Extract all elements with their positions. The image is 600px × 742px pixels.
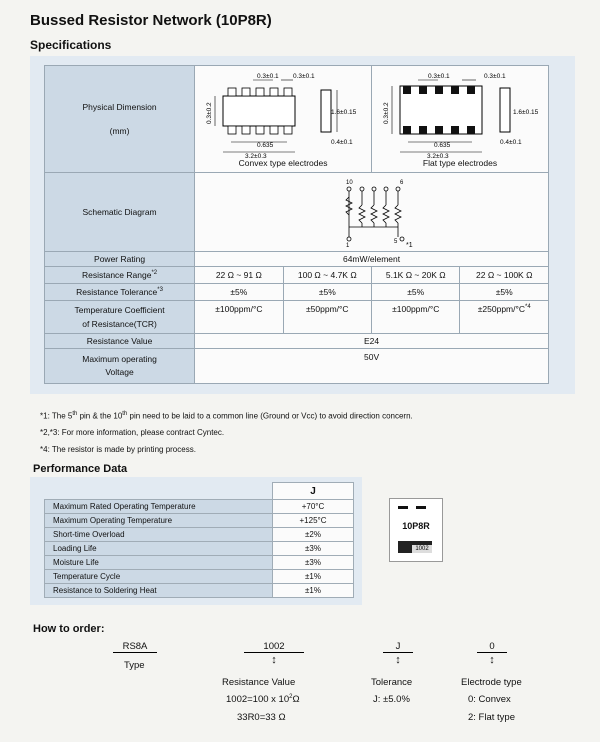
tcr-value-3: ±100ppm/°C xyxy=(372,301,460,334)
order-tolerance-code: J xyxy=(383,641,413,653)
convex-drawing-cell xyxy=(195,66,372,173)
schematic-diagram xyxy=(322,175,422,249)
footnotes xyxy=(40,406,413,458)
performance-row: Short-time Overload ±2% xyxy=(45,528,354,542)
order-electrode-example-1: 0: Convex xyxy=(468,694,511,705)
convex-dim-0.3a: 0.3±0.1 xyxy=(257,73,279,80)
flat-height: 0.3±0.2 xyxy=(383,102,390,124)
schematic-pin-1: 1 xyxy=(345,243,349,249)
tolerance-value-1: ±5% xyxy=(195,284,283,301)
convex-pitch: 0.635 xyxy=(257,142,274,149)
resistance-tolerance-label: Resistance Tolerance$^{*3}$ xyxy=(45,284,195,301)
performance-heading: Performance Data xyxy=(33,463,128,475)
flat-caption: Flat type electrodes xyxy=(422,158,498,168)
schematic-pin-6: 6 xyxy=(399,180,403,186)
voltage-label: Maximum operating Voltage xyxy=(45,349,195,384)
tcr-value-1: ±100ppm/°C xyxy=(195,301,283,334)
page-title: Bussed Resistor Network (10P8R) xyxy=(30,12,272,29)
power-rating-label: Power Rating xyxy=(45,252,195,267)
order-tolerance-example: J: ±5.0% xyxy=(373,694,410,705)
tcr-value-4: $\pm 250ppm/^\circ C^{*4}$ xyxy=(460,301,549,334)
performance-row: Moisture Life ±3% xyxy=(45,556,354,570)
resistance-arrow-icon: ↕ xyxy=(271,654,277,666)
tolerance-value-2: ±5% xyxy=(283,284,371,301)
resistance-value-label: Resistance Value xyxy=(45,334,195,349)
chip-label: 10P8R xyxy=(402,521,430,531)
specifications-table xyxy=(44,65,549,384)
tcr-value-2: ±50ppm/°C xyxy=(283,301,371,334)
flat-width-right: 1.6±0.15 xyxy=(513,109,539,116)
order-tolerance-label: Tolerance xyxy=(371,677,413,688)
schematic-note-ref: *1 xyxy=(405,242,413,249)
tcr-label: Temperature Coefficient of Resistance(TCR) xyxy=(45,301,195,334)
convex-caption: Convex type electrodes xyxy=(238,158,328,168)
resistance-value-value: E24 xyxy=(195,334,549,349)
schematic-label: Schematic Diagram xyxy=(45,173,195,252)
flat-dim-0.3a: 0.3±0.1 xyxy=(428,73,450,80)
electrode-arrow-icon: ↕ xyxy=(489,654,495,666)
order-electrode-code: 0 xyxy=(477,641,507,653)
performance-table xyxy=(44,482,354,598)
order-resistance-example-2: 33R0=33 Ω xyxy=(237,712,286,723)
note-4: *4: The resistor is made by printing process. xyxy=(40,444,196,454)
order-resistance-code: 1002 xyxy=(244,641,304,653)
flat-dimension-drawing xyxy=(372,66,548,158)
performance-row: Resistance to Soldering Heat ±1% xyxy=(45,584,354,598)
voltage-value: 50V xyxy=(195,349,549,384)
flat-dim-0.3b: 0.3±0.1 xyxy=(484,73,506,80)
how-to-order-heading: How to order: xyxy=(33,623,105,635)
performance-row: Loading Life ±3% xyxy=(45,542,354,556)
specifications-heading: Specifications xyxy=(30,38,112,52)
note-1: *1: The 5th pin & the 10th pin need to be laid to a common line (Ground or Vcc) to avoid direction concern. xyxy=(40,411,413,421)
convex-height: 0.3±0.2 xyxy=(206,102,214,124)
schematic-cell xyxy=(195,173,549,252)
flat-pitch: 0.635 xyxy=(434,142,451,149)
resistance-range-label: Resistance Range$^{*2}$ xyxy=(45,267,195,284)
convex-top-electrodes xyxy=(228,88,292,96)
order-electrode-label: Electrode type xyxy=(461,677,522,688)
range-value-1: 22 Ω ~ 91 Ω xyxy=(195,267,283,284)
chip-marking-figure xyxy=(389,498,443,562)
convex-dimension-drawing xyxy=(195,66,371,158)
order-resistance-example-1: 1002=100 x $10^2\Omega$ xyxy=(226,694,300,706)
convex-bottom-electrodes xyxy=(228,126,292,134)
performance-column-j: J xyxy=(273,483,354,500)
range-value-2: 100 Ω ~ 4.7K Ω xyxy=(283,267,371,284)
order-type-label: Type xyxy=(124,660,145,671)
performance-row: Maximum Rated Operating Temperature +70°C xyxy=(45,500,354,514)
order-resistance-label: Resistance Value xyxy=(222,677,296,688)
schematic-pin-5: 5 xyxy=(393,239,397,245)
tolerance-value-3: ±5% xyxy=(372,284,460,301)
physical-dimension-label: Physical Dimension (mm) xyxy=(45,66,195,173)
power-rating-value: 64mW/element xyxy=(195,252,549,267)
tolerance-value-4: ±5% xyxy=(460,284,549,301)
flat-length: 3.2±0.3 xyxy=(427,153,449,158)
range-value-4: 22 Ω ~ 100K Ω xyxy=(460,267,549,284)
performance-row: Maximum Operating Temperature +125°C xyxy=(45,514,354,528)
order-electrode-example-2: 2: Flat type xyxy=(468,712,515,723)
convex-length: 3.2±0.3 xyxy=(245,153,267,158)
flat-drawing-cell xyxy=(372,66,549,173)
note-2: *2,*3: For more information, please contract Cyntec. xyxy=(40,428,225,438)
order-type-code: RS8A xyxy=(113,641,157,653)
range-value-3: 5.1K Ω ~ 20K Ω xyxy=(372,267,460,284)
convex-dim-0.3b: 0.3±0.1 xyxy=(293,73,315,80)
convex-width-right: 1.6±0.15 xyxy=(331,109,357,116)
chip-marking: 1002 xyxy=(412,545,432,553)
tolerance-arrow-icon: ↕ xyxy=(395,654,401,666)
performance-row: Temperature Cycle ±1% xyxy=(45,570,354,584)
flat-thickness: 0.4±0.1 xyxy=(500,139,522,146)
convex-thickness: 0.4±0.1 xyxy=(331,139,353,146)
schematic-pin-10: 10 xyxy=(345,180,353,186)
